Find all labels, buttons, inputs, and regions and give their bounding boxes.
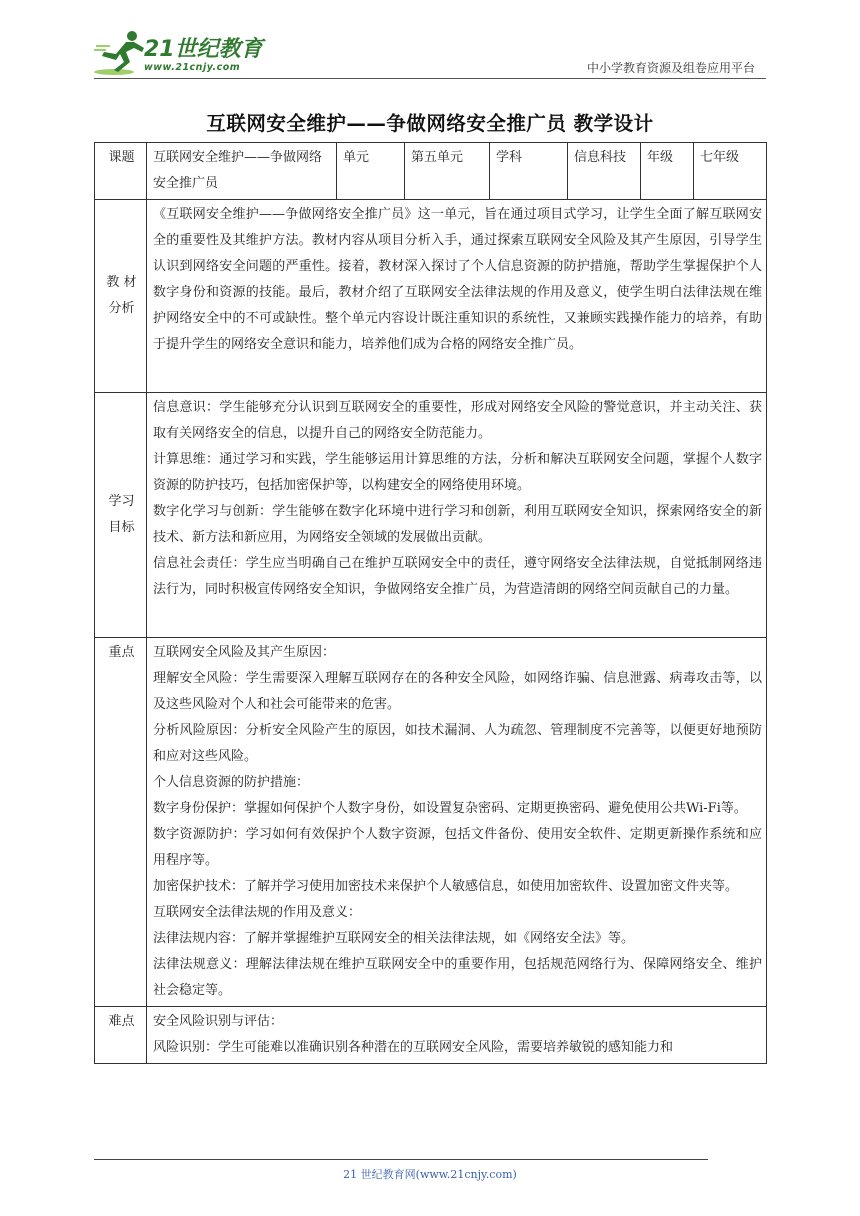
- objective-item: 信息社会责任：学生应当明确自己在维护互联网安全中的责任，遵守网络安全法律法规，自觉抵制网络违法行为，同时积极宣传网络安全知识，争做网络安全推广员，为营造清朗的网络空间贡献自己的力量。: [153, 556, 762, 597]
- info-row: [95, 143, 767, 200]
- key-points-text: [147, 638, 767, 1007]
- page-header: [0, 0, 860, 90]
- textbook-analysis-text: 《互联网安全维护——争做网络安全推广员》这一单元，旨在通过项目式学习，让学生全面了解互联网安全的重要性及其维护方法。教材内容从项目分析入手，通过探索互联网安全风险及其产生原因，引导学生认识到网络安全问题的严重性。接着，教材深入探讨了个人信息资源的防护措施，帮助学生掌握保护个人数字身份和资源的技能。最后，教材介绍了互联网安全法律法规的作用及意义，使学生明白法律法规在维护网络安全中的不可或缺性。整个单元内容设计既注重知识的系统性，又兼顾实践操作能力的培养，有助于提升学生的网络安全意识和能力，培养他们成为合格的网络安全推广员。: [147, 200, 767, 393]
- subject-label: 学科: [490, 143, 568, 200]
- logo-text: 21世纪教育: [144, 37, 263, 62]
- grade-label: 年级: [641, 143, 694, 200]
- objectives-label-line1: 学习: [108, 494, 135, 509]
- key-point-item: 法律法规内容：了解并掌握维护互联网安全的相关法律法规，如《网络安全法》等。: [153, 931, 635, 946]
- key-point-item: 互联网安全风险及其产生原因：: [153, 645, 336, 660]
- objective-item: 信息意识：学生能够充分认识到互联网安全的重要性，形成对网络安全风险的警觉意识，并主动关注、获取有关网络安全的信息，以提升自己的网络安全防范能力。: [153, 400, 762, 441]
- objectives-label: [95, 393, 147, 638]
- key-points-row: [95, 638, 767, 1007]
- footer-link[interactable]: 21 世纪教育网(www.21cnjy.com): [343, 1168, 517, 1181]
- site-logo: [92, 28, 312, 80]
- difficulty-item: 风险识别：学生可能难以准确识别各种潜在的互联网安全风险，需要培养敏锐的感知能力和: [153, 1040, 674, 1055]
- key-points-label: 重点: [95, 638, 147, 1007]
- key-point-item: 数字身份保护：掌握如何保护个人数字身份，如设置复杂密码、定期更换密码、避免使用公共Wi-Fi等。: [153, 801, 747, 816]
- difficulty-item: 安全风险识别与评估：: [153, 1014, 284, 1029]
- key-point-item: 互联网安全法律法规的作用及意义：: [153, 905, 362, 920]
- objectives-text: [147, 393, 767, 638]
- unit-label: 单元: [337, 143, 405, 200]
- objectives-label-line2: 目标: [108, 520, 135, 535]
- textbook-analysis-row: [95, 200, 767, 393]
- difficulties-text: [147, 1007, 767, 1064]
- topic-value: 互联网安全维护——争做网络安全推广员: [147, 143, 337, 200]
- textbook-analysis-label-line1: 教 材: [106, 275, 137, 290]
- grade-value: 七年级: [694, 143, 767, 200]
- objective-item: 数字化学习与创新：学生能够在数字化环境中进行学习和创新，利用互联网安全知识，探索网络安全的新技术、新方法和新应用，为网络安全领域的发展做出贡献。: [153, 504, 762, 545]
- header-divider: [94, 78, 766, 79]
- difficulties-row: [95, 1007, 767, 1064]
- objectives-row: [95, 393, 767, 638]
- logo-url: www.21cnjy.com: [144, 62, 241, 73]
- textbook-analysis-label-line2: 分析: [108, 301, 135, 316]
- runner-logo-icon: [92, 28, 152, 80]
- key-point-item: 个人信息资源的防护措施：: [153, 775, 310, 790]
- document-title: 互联网安全维护——争做网络安全推广员 教学设计: [206, 112, 654, 135]
- difficulties-label: 难点: [95, 1007, 147, 1064]
- key-point-item: 理解安全风险：学生需要深入理解互联网存在的各种安全风险，如网络诈骗、信息泄露、病毒攻击等，以及这些风险对个人和社会可能带来的危害。: [153, 671, 762, 712]
- subject-value: 信息科技: [568, 143, 641, 200]
- lesson-plan-table: [94, 142, 767, 1064]
- key-point-item: 数字资源防护：学习如何有效保护个人数字资源，包括文件备份、使用安全软件、定期更新操作系统和应用程序等。: [153, 827, 762, 868]
- footer-divider: [94, 1159, 708, 1160]
- key-point-item: 加密保护技术：了解并学习使用加密技术来保护个人敏感信息，如使用加密软件、设置加密文件夹等。: [153, 879, 739, 894]
- textbook-analysis-label: [95, 200, 147, 393]
- unit-value: 第五单元: [405, 143, 490, 200]
- key-point-item: 分析风险原因：分析安全风险产生的原因，如技术漏洞、人为疏忽、管理制度不完善等，以便更好地预防和应对这些风险。: [153, 723, 762, 764]
- platform-name: 中小学教育资源及组卷应用平台: [586, 61, 755, 75]
- key-point-item: 法律法规意义：理解法律法规在维护互联网安全中的重要作用，包括规范网络行为、保障网络安全、维护社会稳定等。: [153, 957, 762, 998]
- objective-item: 计算思维：通过学习和实践，学生能够运用计算思维的方法，分析和解决互联网安全问题，掌握个人数字资源的防护技巧，包括加密保护等，以构建安全的网络使用环境。: [153, 452, 762, 493]
- topic-label: 课题: [95, 143, 147, 200]
